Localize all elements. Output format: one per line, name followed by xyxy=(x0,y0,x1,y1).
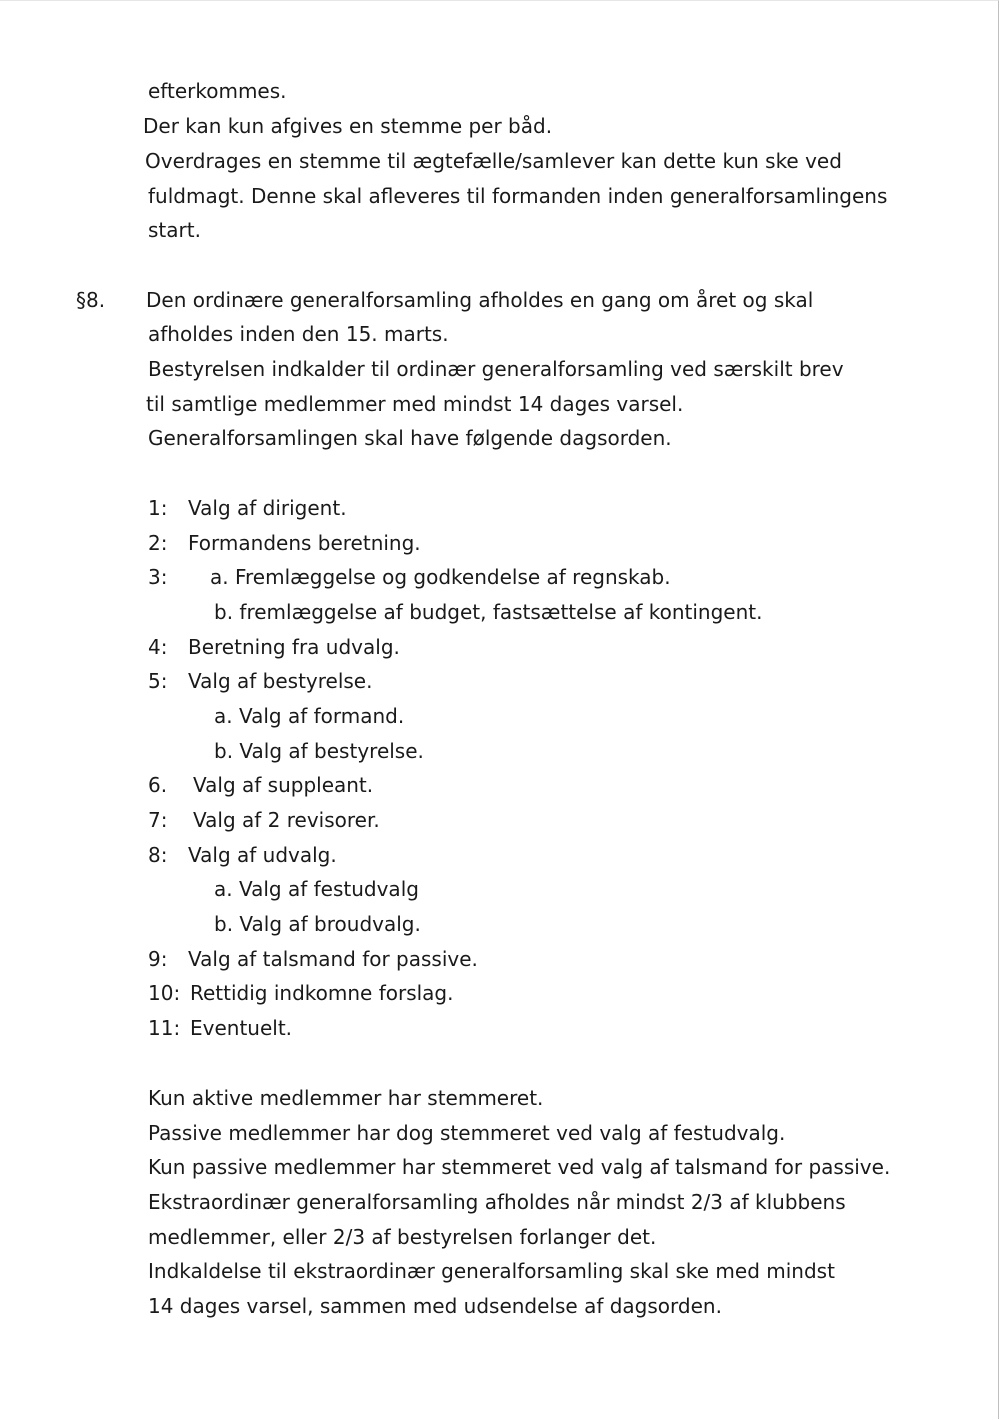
list-text: b. fremlæggelse af budget, fastsættelse af kontingent. xyxy=(214,600,763,624)
text-line: Ekstraordinær generalforsamling afholdes når mindst 2/3 af klubbens xyxy=(148,1190,846,1214)
text-line: Kun aktive medlemmer har stemmeret. xyxy=(148,1086,544,1110)
list-number: 1: xyxy=(148,496,168,520)
text-line: Indkaldelse til ekstraordinær generalforsamling skal ske med mindst xyxy=(148,1259,835,1283)
list-number: 7: xyxy=(148,808,168,832)
list-text: Valg af bestyrelse. xyxy=(188,669,373,693)
list-number: 5: xyxy=(148,669,168,693)
list-number: 10: xyxy=(148,981,181,1005)
text-line: medlemmer, eller 2/3 af bestyrelsen forlanger det. xyxy=(148,1225,657,1249)
list-text: b. Valg af bestyrelse. xyxy=(214,739,424,763)
list-number: 6. xyxy=(148,773,168,797)
list-number: 4: xyxy=(148,635,168,659)
list-text: Valg af talsmand for passive. xyxy=(188,947,478,971)
list-text: Eventuelt. xyxy=(190,1016,293,1040)
list-number: 11: xyxy=(148,1016,181,1040)
list-text: Valg af dirigent. xyxy=(188,496,347,520)
text-line: Passive medlemmer har dog stemmeret ved valg af festudvalg. xyxy=(148,1121,786,1145)
list-text: Valg af suppleant. xyxy=(193,773,374,797)
text-line: Der kan kun afgives en stemme per båd. xyxy=(143,114,553,138)
list-number: 3: xyxy=(148,565,168,589)
list-text: Valg af 2 revisorer. xyxy=(193,808,380,832)
list-text: a. Fremlæggelse og godkendelse af regnskab. xyxy=(210,565,671,589)
list-number: 8: xyxy=(148,843,168,867)
list-text: a. Valg af formand. xyxy=(214,704,405,728)
text-line: 14 dages varsel, sammen med udsendelse af dagsorden. xyxy=(148,1294,722,1318)
text-line: til samtlige medlemmer med mindst 14 dages varsel. xyxy=(146,392,684,416)
list-text: Formandens beretning. xyxy=(188,531,421,555)
list-text: Beretning fra udvalg. xyxy=(188,635,400,659)
text-line: start. xyxy=(148,218,201,242)
section-marker: §8. xyxy=(76,288,106,312)
list-number: 2: xyxy=(148,531,168,555)
text-line: efterkommes. xyxy=(148,79,287,103)
text-line: afholdes inden den 15. marts. xyxy=(148,322,449,346)
list-text: a. Valg af festudvalg xyxy=(214,877,419,901)
list-text: b. Valg af broudvalg. xyxy=(214,912,421,936)
text-line: Kun passive medlemmer har stemmeret ved valg af talsmand for passive. xyxy=(148,1155,891,1179)
list-text: Valg af udvalg. xyxy=(188,843,337,867)
text-line: Generalforsamlingen skal have følgende dagsorden. xyxy=(148,426,672,450)
text-line: fuldmagt. Denne skal afleveres til formanden inden generalforsamlingens xyxy=(148,184,888,208)
list-number: 9: xyxy=(148,947,168,971)
text-line: Den ordinære generalforsamling afholdes en gang om året og skal xyxy=(146,288,814,312)
text-line: Bestyrelsen indkalder til ordinær generalforsamling ved særskilt brev xyxy=(148,357,844,381)
list-text: Rettidig indkomne forslag. xyxy=(190,981,454,1005)
text-line: Overdrages en stemme til ægtefælle/samlever kan dette kun ske ved xyxy=(145,149,842,173)
